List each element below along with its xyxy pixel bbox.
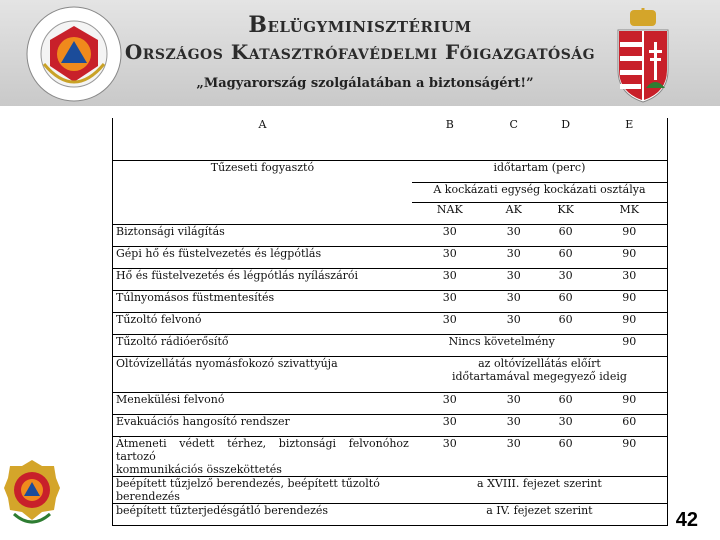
value-nak: 30 [412,414,488,436]
value-nak: 30 [412,436,488,476]
row-label: Gépi hő és füstelvezetés és légpótlás [113,246,412,268]
column-letter-d: D [561,118,571,131]
chapter-reference: a IV. fejezet szerint [412,503,668,525]
table-row [113,356,668,392]
disaster-management-badge-icon [2,456,62,528]
value-kk: 60 [540,246,592,268]
hungarian-coat-of-arms-icon [612,8,674,104]
fire-consumer-header: Tűzeseti fogyasztó [113,160,412,224]
table-row [113,414,668,436]
value-ak: 30 [488,414,540,436]
row-label: Menekülési felvonó [113,392,412,414]
row-label: beépített tűzterjedésgátló berendezés [113,503,412,525]
row-label: Tűzoltó felvonó [113,312,412,334]
row-label-line2: kommunikációs összeköttetés [116,462,282,476]
risk-class-mk: MK [592,202,668,224]
column-letter-c: C [509,118,518,131]
value-ak: 30 [488,392,540,414]
value-kk: 60 [540,436,592,476]
risk-class-nak: NAK [412,202,488,224]
value-ak: 30 [488,312,540,334]
table-row [113,290,668,312]
header-banner [0,0,720,106]
value-mk: 30 [592,268,668,290]
value-nak: 30 [412,392,488,414]
motto: „Magyarország szolgálatában a biztonságért!” [196,76,534,91]
value-nak: 30 [412,246,488,268]
value-nak: 30 [412,290,488,312]
column-letter-b: B [445,118,454,131]
row-label [113,436,412,476]
value-ak: 30 [488,290,540,312]
value-kk: 60 [540,224,592,246]
row-label: beépített tűzjelző berendezés, beépített tűzoltó berendezés [113,476,412,503]
table-row [113,476,668,503]
column-letter-e: E [592,118,668,160]
row-label: Oltóvízellátás nyomásfokozó szivattyúja [113,356,412,392]
value-ak: 30 [488,246,540,268]
value-mk: 90 [592,224,668,246]
row-label: Biztonsági világítás [113,224,412,246]
fire-consumer-duration-table [112,118,668,526]
value-ak: 30 [488,268,540,290]
value-mk: 90 [592,392,668,414]
table-row [113,268,668,290]
chapter-reference: a XVIII. fejezet szerint [412,476,668,503]
risk-class-ak: AK [488,202,540,224]
table-row [113,224,668,246]
duration-header: időtartam (perc) [412,160,668,182]
value-kk: 30 [540,268,592,290]
value-mk: 90 [592,290,668,312]
value-kk: 60 [540,392,592,414]
value-kk: 60 [540,290,592,312]
table-row [113,392,668,414]
ministry-title: Belügyminisztérium [248,12,472,38]
page-number: 42 [675,509,698,531]
span-requirement-text: az oltóvízellátás előírt időtartamával megegyező ideig [412,356,668,392]
value-nak: 30 [412,312,488,334]
row-label: Evakuációs hangosító rendszer [113,414,412,436]
table-row [113,503,668,525]
value-kk: 60 [540,312,592,334]
value-ak: 30 [488,436,540,476]
row-label-line1: Átmeneti védett térhez, biztonsági felvonóhoz tartozó [116,436,409,463]
risk-class-kk: KK [540,202,592,224]
value-mk: 90 [592,436,668,476]
table-row [113,246,668,268]
row-label: Tűzoltó rádióerősítő [113,334,412,356]
value-mk: 60 [592,414,668,436]
no-requirement-text: Nincs követelmény [412,334,592,356]
row-label: Hő és füstelvezetés és légpótlás nyílászárói [113,268,412,290]
value-mk: 90 [592,246,668,268]
directorate-title: Országos Katasztrófavédelmi Főigazgatóság [124,40,596,64]
table-row [113,436,668,476]
value-mk: 90 [592,312,668,334]
table-row [113,334,668,356]
row-label: Túlnyomásos füstmentesítés [113,290,412,312]
value-nak: 30 [412,224,488,246]
value-ak: 30 [488,224,540,246]
risk-class-header: A kockázati egység kockázati osztálya [412,182,668,202]
value-kk: 30 [540,414,592,436]
table-row [113,312,668,334]
column-letter-a: A [113,118,412,160]
value-nak: 30 [412,268,488,290]
value-mk: 90 [592,334,668,356]
